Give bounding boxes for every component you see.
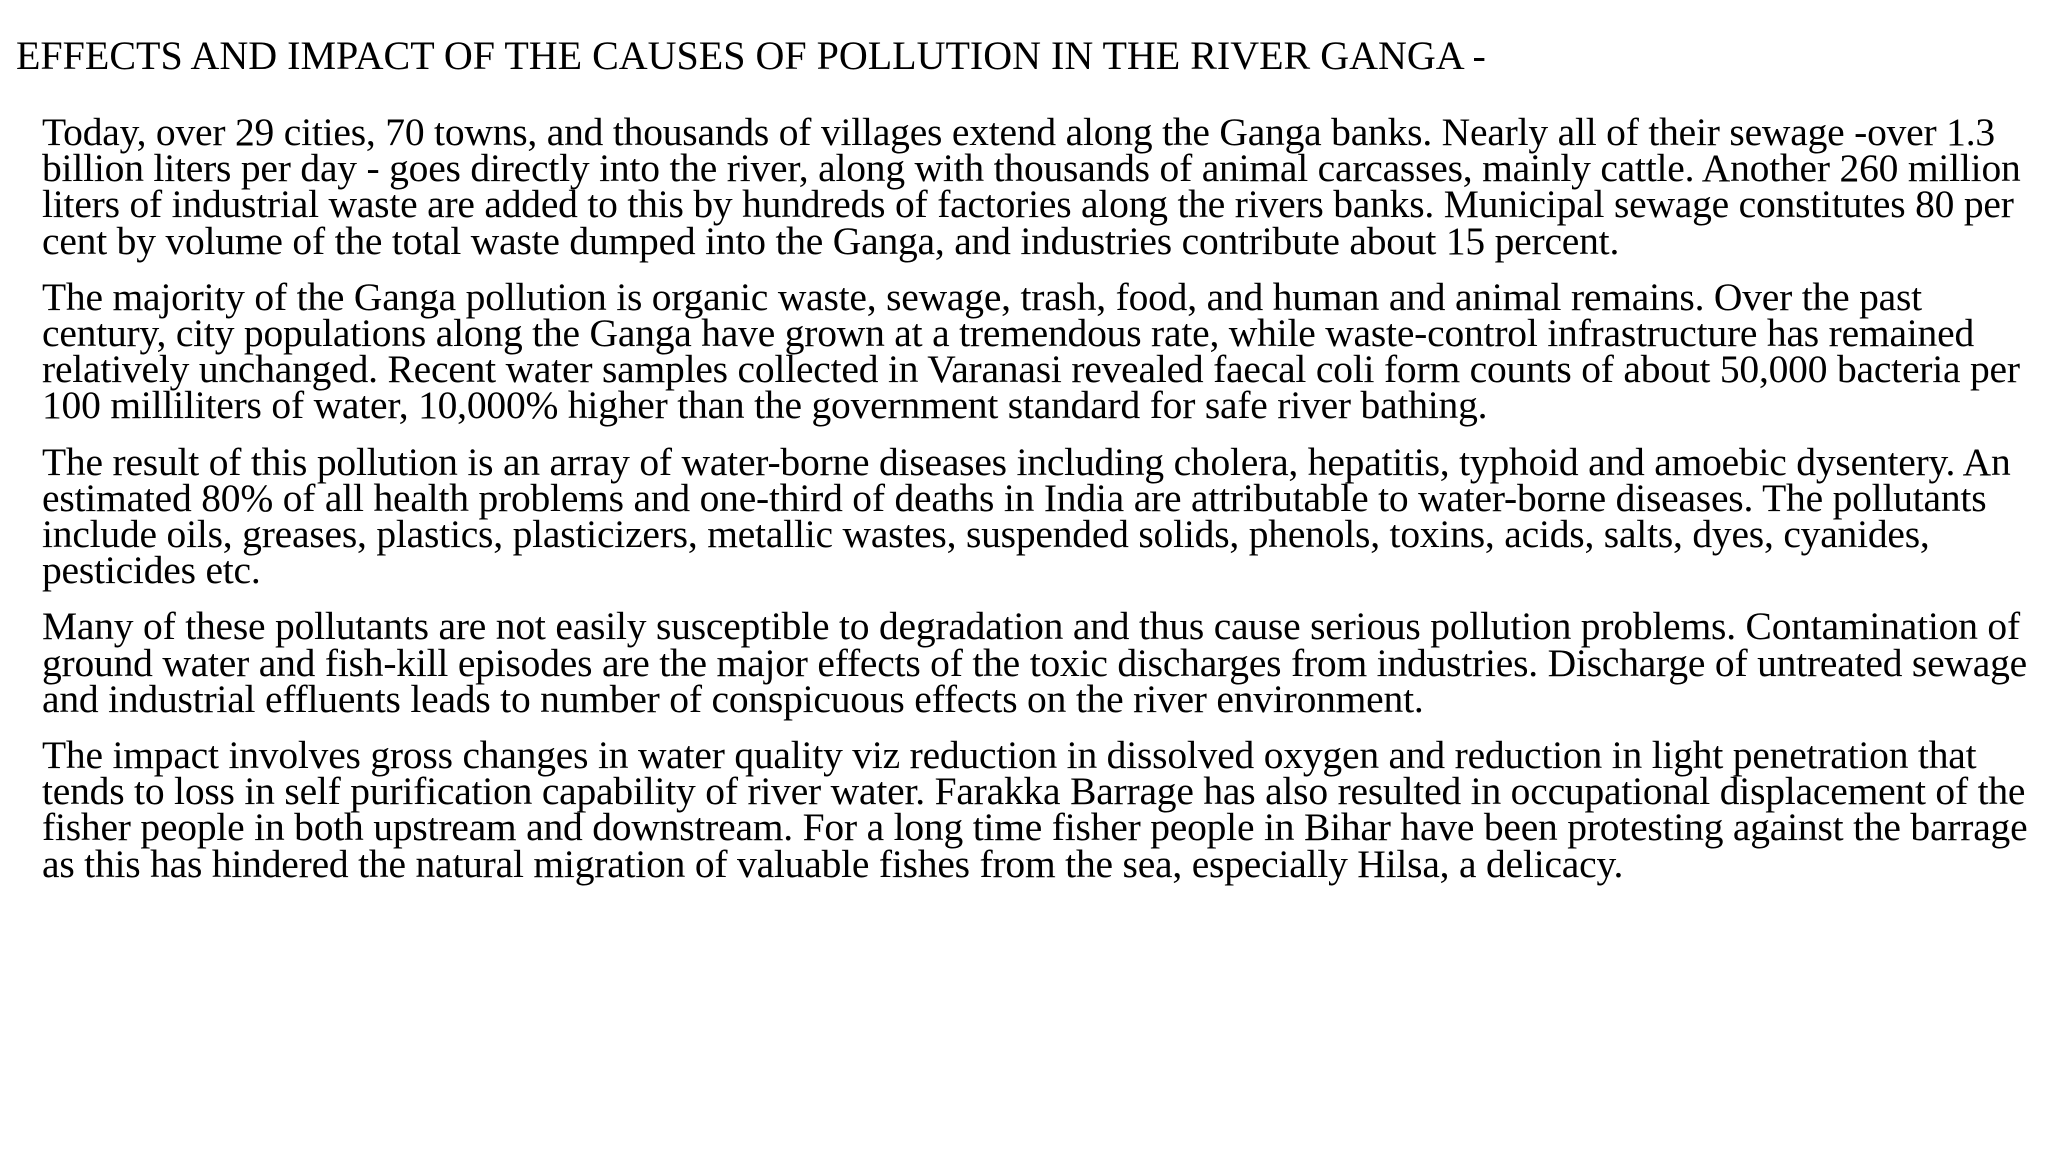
paragraph-sources: Today, over 29 cities, 70 towns, and thousands of villages extend along the Ganga banks. Nearly all of their sewage -over 1.3 billion liters per day - goes directly into the river, along with thousands of animal carcasses, mainly cattle. Another 260 million liters of industrial waste are added to this by hundreds of factories along the rivers banks. Municipal sewage constitutes 80 per cent by volume of the total waste dumped into the Ganga, and industries contribute about 15 percent.: [42, 110, 2021, 263]
paragraph-composition: The majority of the Ganga pollution is organic waste, sewage, trash, food, and human and animal remains. Over the past century, city populations along the Ganga have grown at a tremendous rate, while waste-control infrastructure has remained relatively unchanged. Recent water samples collected in Varanasi revealed faecal coli form counts of about 50,000 bacteria per 100 milliliters of water, 10,000% higher than the government standard for safe river bathing.: [42, 274, 2020, 428]
slide-title: EFFECTS AND IMPACT OF THE CAUSES OF POLLUTION IN THE RIVER GANGA -: [16, 33, 1486, 78]
paragraph-effects: Many of these pollutants are not easily susceptible to degradation and thus cause serious pollution problems. Contamination of ground water and fish-kill episodes are the major effects of the toxic discharges from industries. Discharge of untreated sewage and industrial effluents leads to number of conspicuous effects on the river environment.: [42, 604, 2027, 721]
slide-body: [42, 110, 2034, 902]
paragraph-diseases: The result of this pollution is an array of water-borne diseases including cholera, hepatitis, typhoid and amoebic dysentery. An estimated 80% of all health problems and one-third of deaths in India are attributable to water-borne diseases. The pollutants include oils, greases, plastics, plasticizers, metallic wastes, suspended solids, phenols, toxins, acids, salts, dyes, cyanides, pesticides etc.: [42, 439, 2011, 593]
paragraph-impact: The impact involves gross changes in water quality viz reduction in dissolved oxygen and reduction in light penetration that tends to loss in self purification capability of river water. Farakka Barrage has also resulted in occupational displacement of the fisher people in both upstream and downstream. For a long time fisher people in Bihar have been protesting against the barrage as this has hindered the natural migration of valuable fishes from the sea, especially Hilsa, a delicacy.: [42, 733, 2028, 886]
